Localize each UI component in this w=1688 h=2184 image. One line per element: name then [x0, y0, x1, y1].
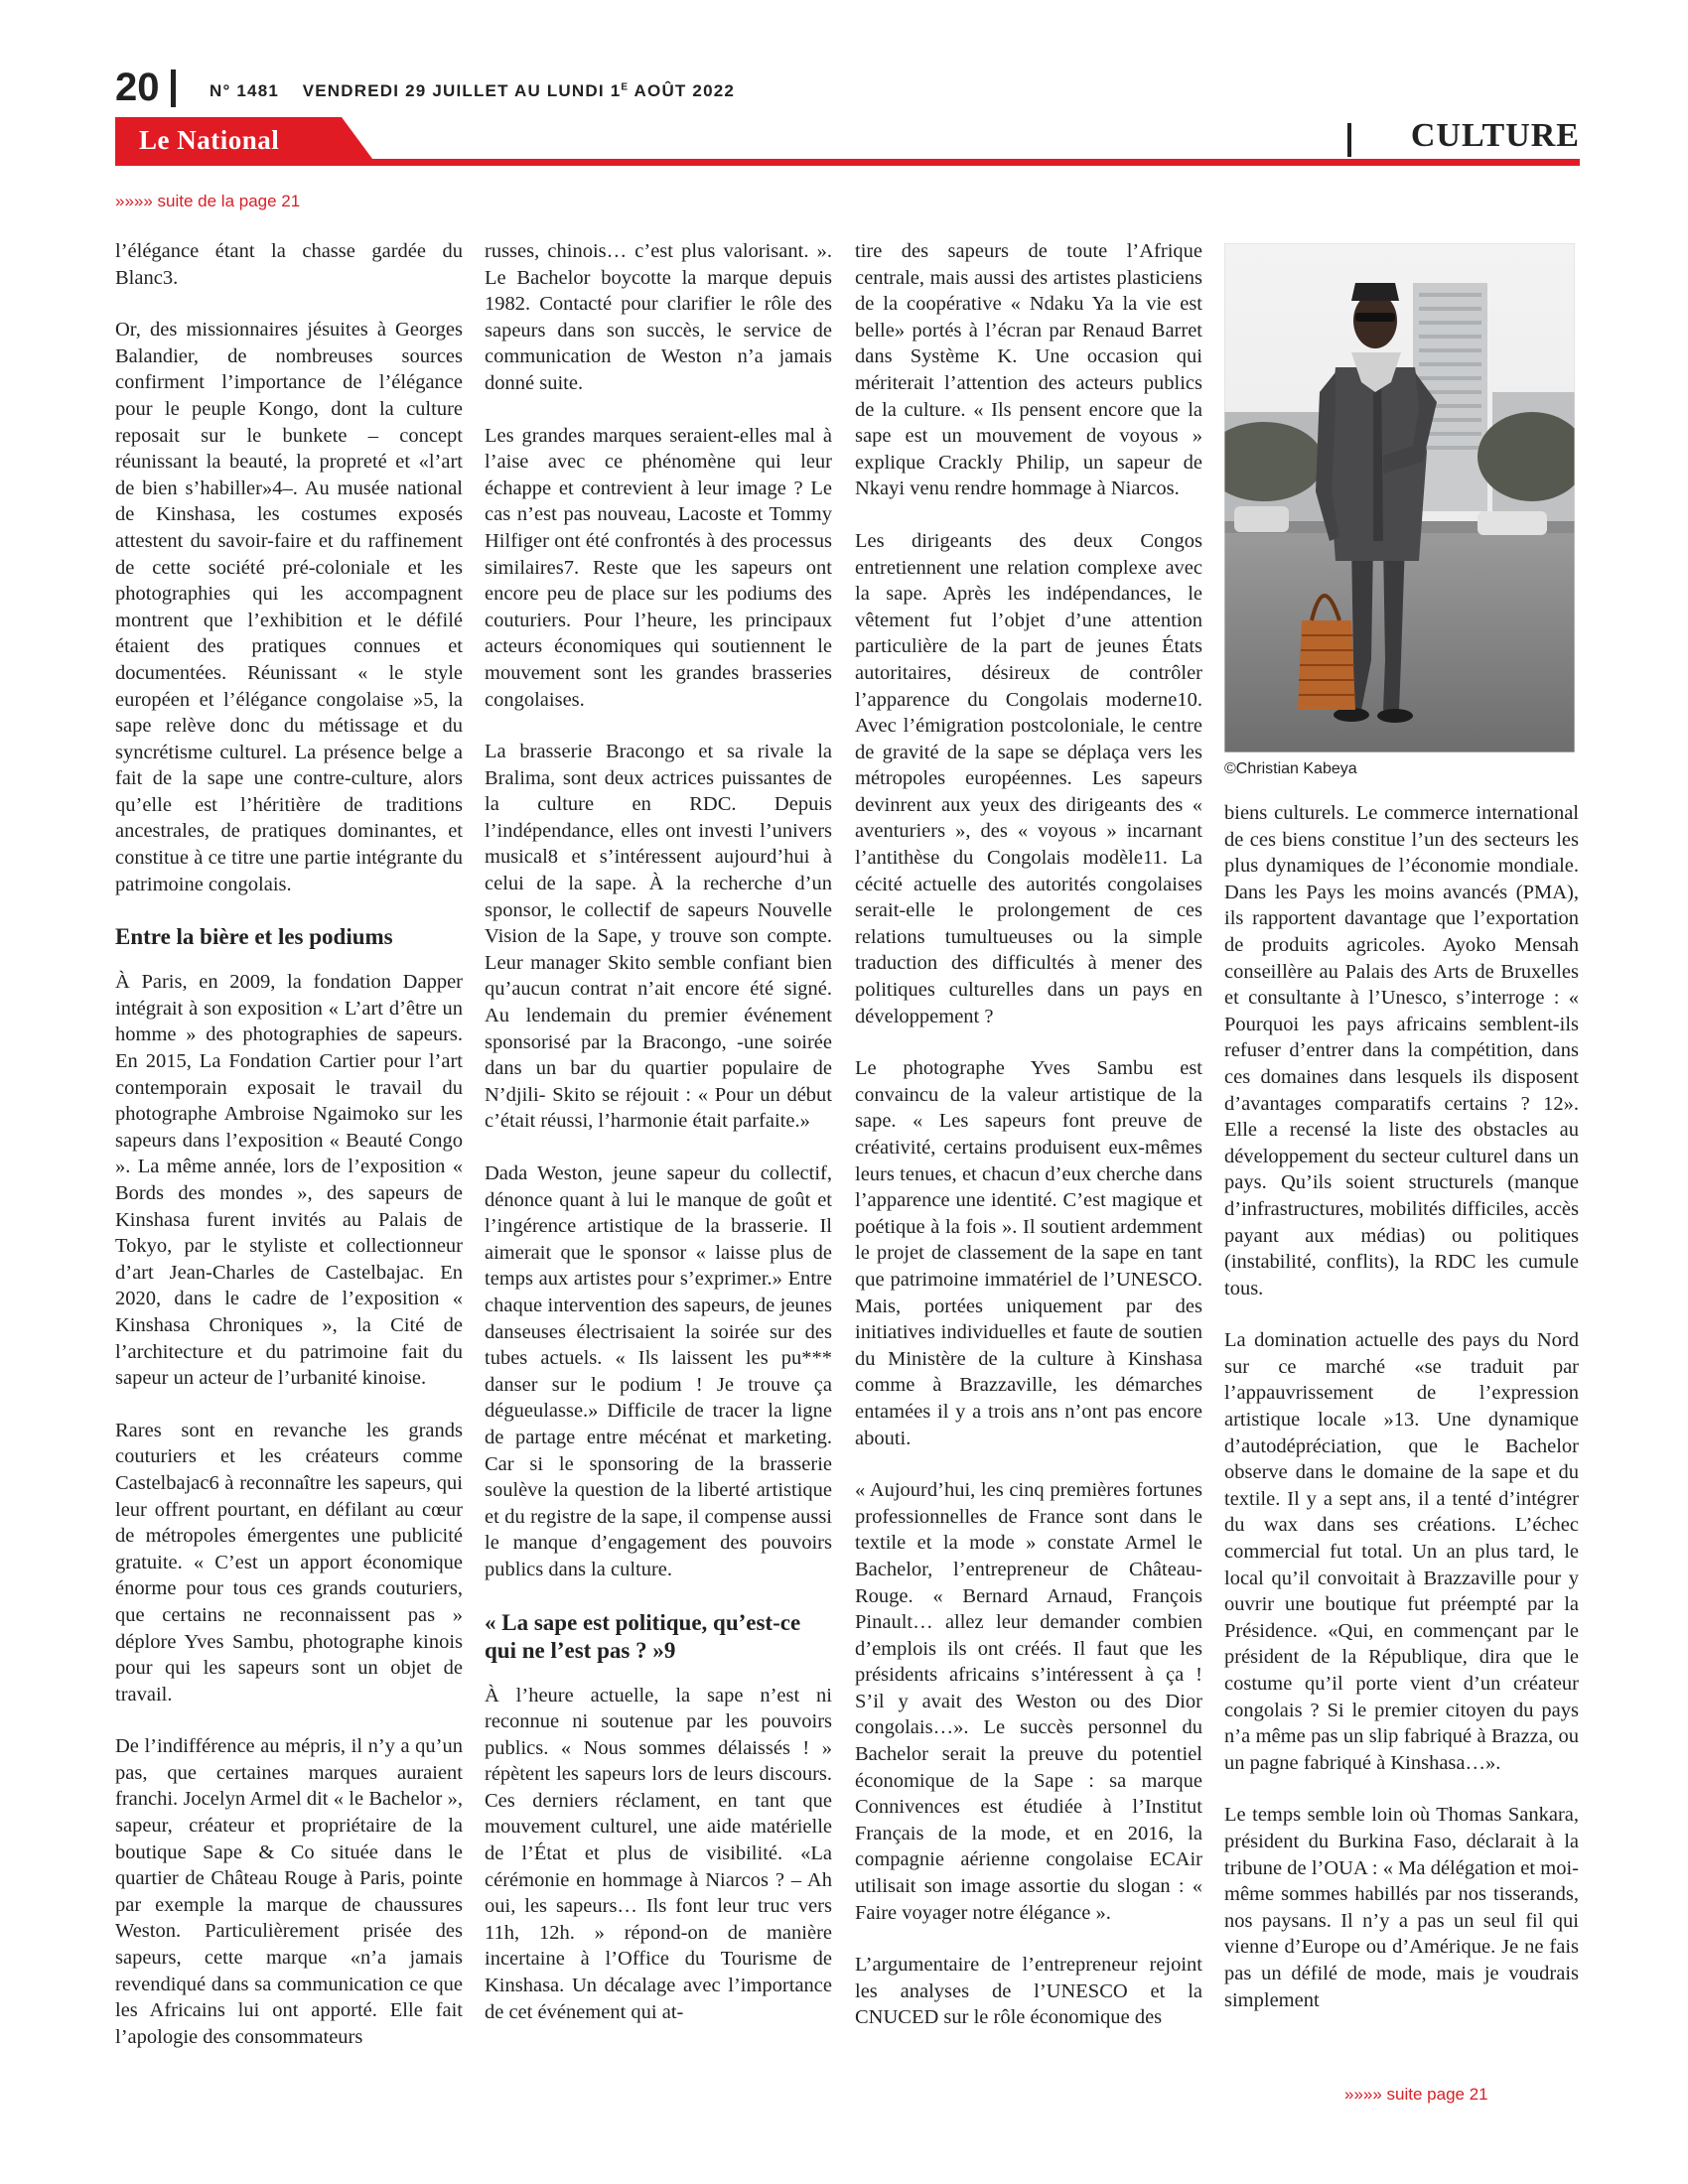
paragraph: « Aujourd’hui, les cinq premières fortunes professionnelles de France sont dans le textile et la mode » constate Armel le Bachelor, l’entrepreneur de Château-Rouge. « Bernard Arnaud, François Pinault… allez leur demander combien d’emplois ils ont créés. Il faut que les présidents africains s’intéressent à ça ! S’il y avait des Weston ou des Dior congolais…». Le succès personnel du Bachelor serait la preuve du potentiel économique de la Sape : sa marque Connivences est étudiée à l’Institut Français de la mode, et en 2016, la compagnie aérienne congolaise ECAir utilisait son image assortie du slogan : « Faire voyager notre élégance ». [855, 1479, 1202, 1924]
page-number: 20 [115, 66, 160, 109]
paragraph: De l’indifférence au mépris, il n’y a qu’un pas, que certaines marques auraient franchi. Jocelyn Armel dit « le Bachelor », sapeur, créateur et propriétaire de la boutique Sape & Co située dans le quartier de Château Rouge à Paris, pointe par exemple la marque de chaussures Weston. Particulièrement prisée des sapeurs, cette marque «n’a jamais revendiqué dans sa communication ce que les Africains lui ont apporté. Elle fait l’apologie des consommateurs [115, 1735, 463, 2048]
paragraph: Rares sont en revanche les grands couturiers et les créateurs comme Castelbajac6 à reconnaître les sapeurs, qui leur offrent pourtant, en défilant au cœur de métropoles émergentes une publicité gratuite. « C’est un apport économique énorme pour tous ces grands couturiers, que certains ne reconnaissent pas » déplore Yves Sambu, photographe kinois pour qui les sapeurs sont un objet de travail. [115, 1419, 463, 1706]
page-header [115, 66, 1580, 109]
issue-date-end: AOÛT 2022 [629, 81, 736, 100]
page-number-divider [171, 69, 176, 107]
paragraph: tire des sapeurs de toute l’Afrique centrale, mais aussi des artistes plasticiens de la coopérative « Ndaku Ya la vie est belle» portés à l’écran par Renaud Barret dans Système K. Une occasion qui mériterait l’attention des acteurs publics de la culture. « Ils pensent encore que la sape est un mouvement de voyous » explique Crackly Philip, un sapeur de Nkayi venu rendre hommage à Niarcos. [855, 240, 1202, 500]
section-divider [1347, 123, 1351, 157]
paragraph: Le photographe Yves Sambu est convaincu de la valeur artistique de la sape. « Les sapeurs font preuve de créativité, certains produisent eux-mêmes leurs tenues, et chacun d’eux cherche dans l’apparence une identité. C’est magique et poétique à la fois ». Il soutient ardemment le projet de classement de la sape en tant que patrimoine immatériel de l’UNESCO. Mais, portées uniquement par des initiatives individuelles et faute de soutien du Ministère de la culture à Kinshasa comme à Brazzaville, les démarches entamées il y a trois ans n’ont pas encore abouti. [855, 1057, 1202, 1449]
paragraph: russes, chinois… c’est plus valorisant. ». Le Bachelor boycotte la marque depuis 1982. Contacté pour clarifier le rôle des sapeurs dans son succès, le service de communication de Weston n’a jamais donné suite. [485, 240, 832, 394]
article-column-3 [855, 238, 1202, 2057]
section-title: CULTURE [1410, 117, 1580, 154]
article-column-1 [115, 238, 463, 2076]
issue-number: N° 1481 [210, 81, 280, 100]
paragraph: L’argumentaire de l’entrepreneur rejoint les analyses de l’UNESCO et la CNUCED sur le rôle économique des [855, 1954, 1202, 2029]
paragraph: Les dirigeants des deux Congos entretiennent une relation complexe avec la sape. Après les indépendances, le vêtement fut l’objet d’une attention particulière de la part de jeunes États autoritaires, désireux de contrôler l’apparence du Congolais moderne10. Avec l’émigration postcoloniale, le centre de gravité de la sape se déplaça vers les métropoles européennes. Les sapeurs devinrent aux yeux des dirigeants des « aventuriers », des « voyous » incarnant l’antithèse du Congolais modèle11. La cécité actuelle des autorités congolaises serait-elle le prolongement de ces relations tumultueuses ou la simple traduction des difficultés à mener des politiques culturelles dans un pays en développement ? [855, 529, 1202, 1027]
paragraph: biens culturels. Le commerce international de ces biens constitue l’un des secteurs les plus dynamiques de l’économie mondiale. Dans les Pays les moins avancés (PMA), ils rapportent davantage que l’exportation de produits agricoles. Ayoko Mensah conseillère au Palais des Arts de Bruxelles et consultante à l’Unesco, s’interroge : « Pourquoi les pays africains semblent-ils refuser d’entrer dans la compétition, dans ces domaines dans lesquels ils disposent d’avantages comparatifs certains ? 12». Elle a recensé la liste des obstacles au développement du secteur culturel dans un pays. Qu’ils soient structurels (manque d’infrastructures, mobilités difficiles, accès payant aux médias) ou politiques (instabilité, conflits), la RDC les cumule tous. [1224, 802, 1579, 1299]
paragraph: l’élégance étant la chasse gardée du Blanc3. [115, 240, 463, 289]
paragraph: Or, des missionnaires jésuites à Georges Balandier, de nombreuses sources confirment l’importance de l’élégance pour le peuple Kongo, dont la culture reposait sur le bunkete – concept réunissant la beauté, la propreté et «l’art de bien s’habiller»4–. Au musée national de Kinshasa, les costumes exposés attestent du savoir-faire et du raffinement de cette société pré-coloniale et les photographies qui les accompagnent montrent que l’exhibition et le défilé étaient des pratiques connues et documentées. Réunissant « le style européen et l’élégance congolaise »5, la sape relève donc du métissage et du syncrétisme culturel. La présence belge a fait de la sape une contre-culture, alors qu’elle est l’héritière de traditions ancestrales, de pratiques dominantes, et constitue à ce titre une partie intégrante du patrimoine congolais. [115, 319, 463, 895]
subheading-sape-politique: « La sape est politique, qu’est-ce qui ne l’est pas ? »9 [485, 1609, 801, 1663]
sapeur-photo [1224, 243, 1575, 752]
paragraph: La domination actuelle des pays du Nord sur ce marché «se traduit par l’appauvrissement de l’expression artistique locale »13. Une dynamique d’autodépréciation, que le Bachelor observe dans le domaine de la sape et du textile. Il y a sept ans, il a tenté d’intégrer du wax dans ses créations. L’échec commercial fut total. Un an plus tard, le local qu’il convoitait à Brazzaville pour y ouvrir une boutique fut préempté par la Présidence. «Qui, en commençant par le président de la République, dira que le costume qu’il porte vient d’un créateur congolais ? Si le premier citoyen du pays n’a même pas un slip fabriqué à Brazza, ou un pagne fabriqué à Kinshasa…». [1224, 1329, 1579, 1774]
article-column-2 [485, 238, 832, 2051]
paragraph: Les grandes marques seraient-elles mal à l’aise avec ce phénomène qui leur échappe et contrevient à leur image ? Le cas n’est pas nouveau, Lacoste et Tommy Hilfiger ont été confrontés à des processus similaires7. Reste que les sapeurs ont encore peu de place sur les podiums des couturiers. Pour l’heure, les principaux acteurs économiques qui soutiennent le mouvement sont les grandes brasseries congolaises. [485, 424, 832, 711]
sapeur-photo-illustration [1224, 243, 1575, 752]
header-rule [115, 159, 1580, 166]
paragraph: Le temps semble loin où Thomas Sankara, président du Burkina Faso, déclarait à la tribune de l’OUA : « Ma délégation et moi-même sommes habillés par nos tisserands, nos paysans. Il n’y a pas un seul fil qui vienne d’Europe ou d’Amérique. Je ne fais pas un défilé de mode, mais je voudrais simplement [1224, 1804, 1579, 2011]
paragraph: À l’heure actuelle, la sape n’est ni reconnue ni soutenue par les pouvoirs publics. « Nous sommes délaissés ! » répètent les sapeurs lors de leurs discours. Ces derniers réclament, en tant que mouvement culturel, une aide matérielle de l’État et plus de visibilité. «La cérémonie en hommage à Niarcos ? – Ah oui, les sapeurs… Ils font leur truc vers 11h, 12h. » répond-on de manière incertaine à l’Office du Tourisme de Kinshasa. Un décalage avec l’importance de cet événement qui at- [485, 1684, 832, 2023]
issue-dateline [210, 81, 735, 101]
paragraph: La brasserie Bracongo et sa rivale la Bralima, sont deux actrices puissantes de la culture en RDC. Depuis l’indépendance, elles ont investi l’univers musical8 et s’intéressent aujourd’hui à celui de la sape. À la recherche d’un sponsor, le collectif de sapeurs Nouvelle Vision de la Sape, y trouve son compte. Leur manager Skito semble confiant bien qu’aucun contrat n’ait encore été signé. Au lendemain du premier événement sponsorisé par la Bracongo, -une soirée dans un bar du quartier populaire de N’djili- Skito se réjouit : « Pour un début c’était réussi, l’harmonie était parfaite.» [485, 741, 832, 1133]
continued-from-link[interactable]: »»»» suite de la page 21 [115, 192, 301, 210]
brand-logo [115, 117, 383, 163]
paragraph: À Paris, en 2009, la fondation Dapper intégrait à son exposition « L’art d’être un homme » des photographies de sapeurs. En 2015, La Fondation Cartier pour l’art contemporain exposait le travail du photographe Ambroise Ngaimoko sur les sapeurs dans l’exposition « Beauté Congo ». La même année, lors de l’exposition « Bords des mondes », des sapeurs de Kinshasa furent invités au Palais de Tokyo, par le styliste et collectionneur d’art Jean-Charles de Castelbajac. En 2020, dans le cadre de l’exposition « Kinshasa Chroniques », la Cité de l’architecture et du patrimoine fait du sapeur un acteur de l’urbanité kinoise. [115, 971, 463, 1390]
paragraph: Dada Weston, jeune sapeur du collectif, dénonce quant à lui le manque de goût et l’ingérence artistique de la brasserie. Il aimerait que le sponsor « laisse plus de temps aux artistes pour s’exprimer.» Entre chaque intervention des sapeurs, de jeunes danseuses électrisaient la soirée sur des tubes actuels. « Ils laissent les pu*** danser sur le podium ! Je trouve ça dégueulasse.» Difficile de tracer la ligne de partage entre mécénat et marketing. Car si le sponsoring de la brasserie soulève la question de la liberté artistique et du registre de la sape, il compense aussi le manque d’engagement des pouvoirs publics dans la culture. [485, 1162, 832, 1580]
issue-date-sup: E [621, 81, 630, 93]
article-column-4 [1224, 800, 1579, 2039]
brand-name: Le National [139, 125, 280, 155]
issue-date: VENDREDI 29 JUILLET AU LUNDI 1 [302, 81, 622, 100]
subheading-biere-podiums: Entre la bière et les podiums [115, 924, 393, 950]
photo-credit: ©Christian Kabeya [1224, 760, 1357, 777]
continued-to-link[interactable]: »»»» suite page 21 [1344, 2085, 1488, 2104]
